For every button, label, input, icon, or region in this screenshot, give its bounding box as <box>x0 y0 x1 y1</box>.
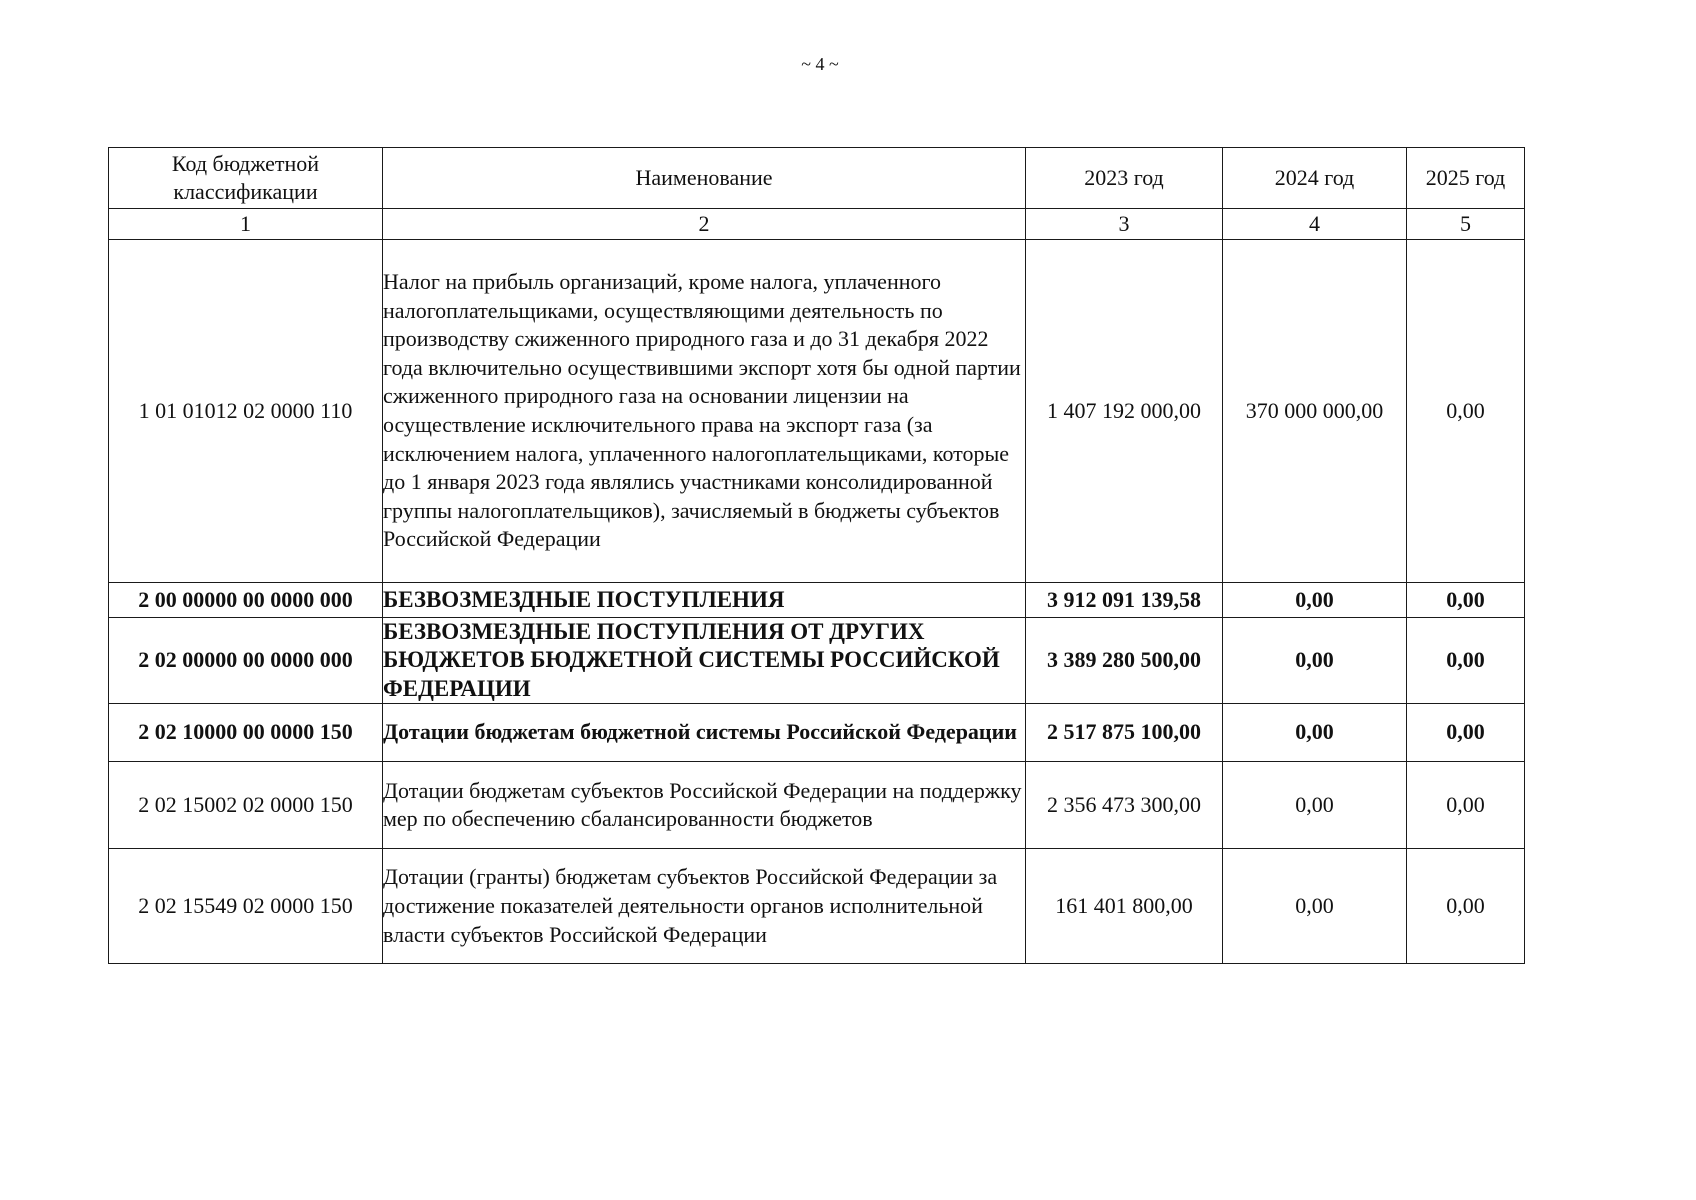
row-amount-2025: 0,00 <box>1407 583 1525 618</box>
table-row <box>109 618 1525 704</box>
row-code: 2 02 15549 02 0000 150 <box>109 849 383 964</box>
page-number: ~ 4 ~ <box>801 54 839 74</box>
row-amount-2024: 0,00 <box>1223 704 1407 762</box>
row-name: Налог на прибыль организаций, кроме налога, уплаченного налогоплательщиками, осуществляющими деятельность по производству сжиженного природного газа и до 31 декабря 2022 года включительно осуществившими экспорт хотя бы одной партии сжиженного природного газа на основании лицензии на осуществление исключительного права на экспорт газа (за исключением налога, уплаченного налогоплательщиками, которые до 1 января 2023 года являлись участниками консолидированной группы налогоплательщиков), зачисляемый в бюджеты субъектов Российской Федерации <box>383 240 1026 583</box>
row-name: Дотации бюджетам субъектов Российской Федерации на поддержку мер по обеспечению сбалансированности бюджетов <box>383 762 1026 849</box>
row-name: Дотации бюджетам бюджетной системы Российской Федерации <box>383 704 1026 762</box>
row-code: 2 00 00000 00 0000 000 <box>109 583 383 618</box>
table-row <box>109 849 1525 964</box>
row-amount-2024: 0,00 <box>1223 849 1407 964</box>
row-amount-2025: 0,00 <box>1407 762 1525 849</box>
row-amount-2025: 0,00 <box>1407 618 1525 704</box>
row-name: Дотации (гранты) бюджетам субъектов Российской Федерации за достижение показателей деятельности органов исполнительной власти субъектов Российской Федерации <box>383 849 1026 964</box>
column-number: 3 <box>1026 209 1223 240</box>
table-row <box>109 240 1525 583</box>
header-2023: 2023 год <box>1026 148 1223 209</box>
header-2024: 2024 год <box>1223 148 1407 209</box>
row-amount-2025: 0,00 <box>1407 849 1525 964</box>
row-amount-2023: 3 389 280 500,00 <box>1026 618 1223 704</box>
row-amount-2024: 0,00 <box>1223 762 1407 849</box>
table-header-row <box>109 148 1525 209</box>
row-name: БЕЗВОЗМЕЗДНЫЕ ПОСТУПЛЕНИЯ ОТ ДРУГИХ БЮДЖЕТОВ БЮДЖЕТНОЙ СИСТЕМЫ РОССИЙСКОЙ ФЕДЕРАЦИИ <box>383 618 1026 704</box>
column-number: 1 <box>109 209 383 240</box>
row-amount-2023: 161 401 800,00 <box>1026 849 1223 964</box>
row-amount-2025: 0,00 <box>1407 240 1525 583</box>
row-amount-2023: 3 912 091 139,58 <box>1026 583 1223 618</box>
row-amount-2024: 370 000 000,00 <box>1223 240 1407 583</box>
row-code: 2 02 15002 02 0000 150 <box>109 762 383 849</box>
row-name: БЕЗВОЗМЕЗДНЫЕ ПОСТУПЛЕНИЯ <box>383 583 1026 618</box>
table-row <box>109 583 1525 618</box>
column-number: 5 <box>1407 209 1525 240</box>
header-name: Наименование <box>383 148 1026 209</box>
header-2025: 2025 год <box>1407 148 1525 209</box>
row-code: 2 02 10000 00 0000 150 <box>109 704 383 762</box>
row-code: 1 01 01012 02 0000 110 <box>109 240 383 583</box>
header-code: Код бюджетной классификации <box>109 148 383 209</box>
table-row <box>109 704 1525 762</box>
row-amount-2023: 1 407 192 000,00 <box>1026 240 1223 583</box>
row-amount-2024: 0,00 <box>1223 583 1407 618</box>
row-code: 2 02 00000 00 0000 000 <box>109 618 383 704</box>
column-number: 2 <box>383 209 1026 240</box>
column-number: 4 <box>1223 209 1407 240</box>
table-row <box>109 762 1525 849</box>
row-amount-2023: 2 517 875 100,00 <box>1026 704 1223 762</box>
row-amount-2023: 2 356 473 300,00 <box>1026 762 1223 849</box>
row-amount-2024: 0,00 <box>1223 618 1407 704</box>
budget-revenue-table <box>108 147 1525 964</box>
row-amount-2025: 0,00 <box>1407 704 1525 762</box>
column-number-row <box>109 209 1525 240</box>
